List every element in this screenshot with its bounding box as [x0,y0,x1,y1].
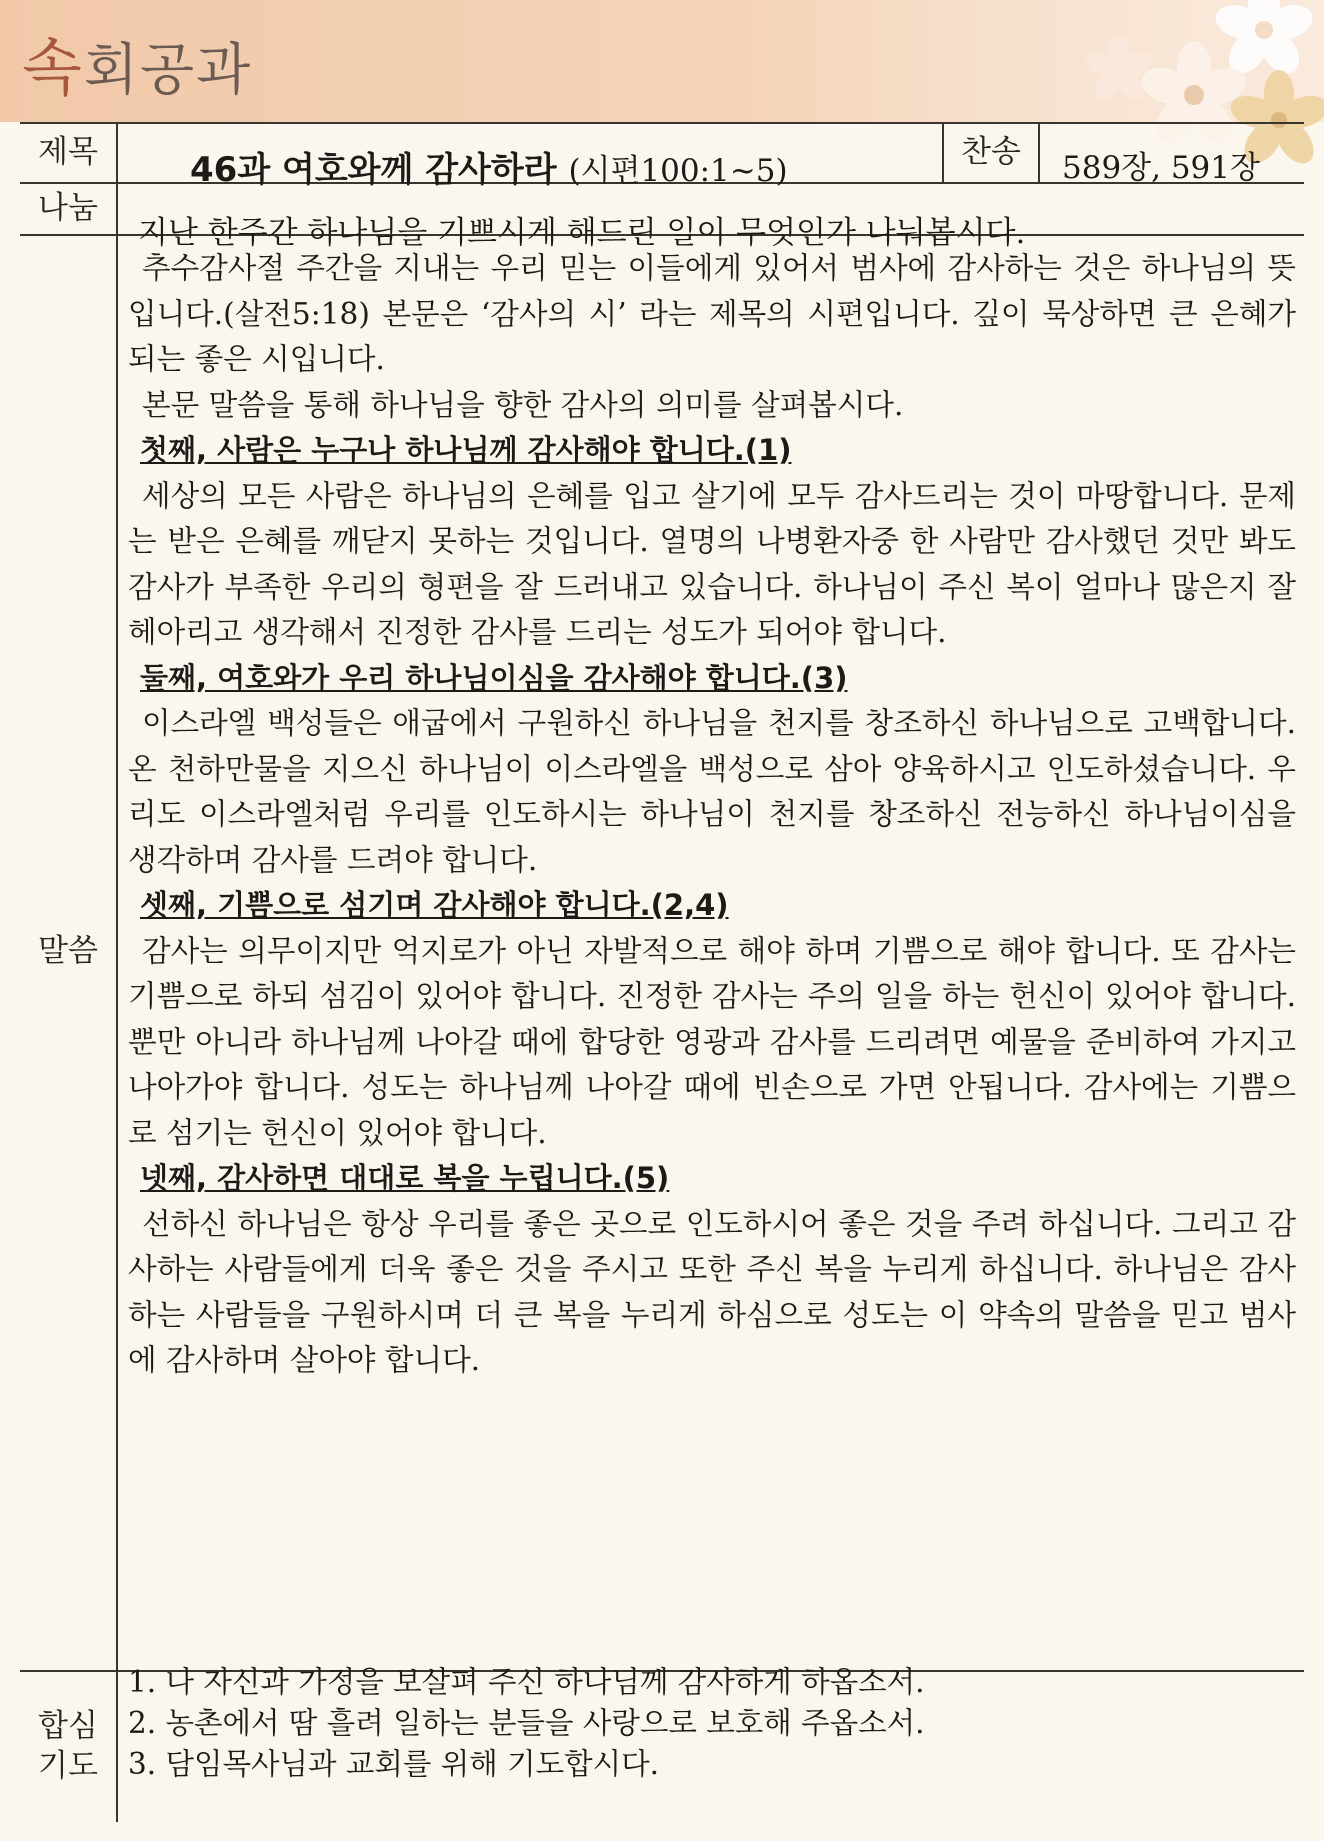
prayer-item: 1. 나 자신과 가정을 보살펴 주신 하나님께 감사하게 하옵소서. [128,1665,925,1699]
prayer-label-line: 기도 [38,1748,98,1784]
point-body: 감사는 의무이지만 억지로가 아닌 자발적으로 해야 하며 기쁨으로 해야 합니다. 또 감사는 기쁨으로 하되 섬김이 있어야 합니다. 진정한 감사는 주의 일을 하는 헌신이 있어야 합니다. 뿐만 아니라 하나님께 나아갈 때에 합당한 영광과 감사를 드리려면 예물을 준비하여 가지고 나아가야 합니다. 성도는 하나님께 나아갈 때에 빈손으로 가면 안됩니다. 감사에는 기쁨으로 섬기는 헌신이 있어야 합니다. [128,933,1296,1150]
point-heading: 셋째, 기쁨으로 섬기며 감사해야 합니다.(2,4) [140,888,729,922]
label-column-divider [116,122,118,1822]
point-heading: 첫째, 사람은 누구나 하나님께 감사해야 합니다.(1) [140,433,792,467]
prayer-item: 2. 농촌에서 땀 흘려 일하는 분들을 사랑으로 보호해 주옵소서. [128,1706,925,1740]
point-heading: 둘째, 여호와가 우리 하나님이심을 감사해야 합니다.(3) [140,660,848,695]
point-body: 세상의 모든 사람은 하나님의 은혜를 입고 살기에 모두 감사드리는 것이 마땅합니다. 문제는 받은 은혜를 깨닫지 못하는 것입니다. 열명의 나병환자중 한 사람만 감사했던 것만 봐도 감사가 부족한 우리의 형편을 잘 드러내고 있습니다. 하나님이 주신 복이 얼마나 많은지 잘 헤아리고 생각해서 진정한 감사를 드리는 성도가 되어야 합니다. [128,478,1296,649]
sermon-intro-paragraph: 추수감사절 주간을 지내는 우리 믿는 이들에게 있어서 범사에 감사하는 것은 하나님의 뜻입니다.(살전5:18) 본문은 ‘감사의 시’ 라는 제목의 시편입니다. 깊이 묵상하면 큰 은혜가 되는 좋은 시입니다. [128,251,1296,376]
sermon-body [128,246,1296,1384]
sharing-label: 나눔 [38,190,98,226]
sermon-intro-paragraph: 본문 말씀을 통해 하나님을 향한 감사의 의미를 살펴봅시다. [142,387,904,422]
page-title-rest: 회공과 [83,38,253,103]
scripture-reference: (시편100:1~5) [568,153,788,189]
point-body: 이스라엘 백성들은 애굽에서 구원하신 하나님을 천지를 창조하신 하나님으로 고백합니다. 온 천하만물을 지으신 하나님이 이스라엘을 백성으로 삼아 양육하시고 인도하셨습니다. 우리도 이스라엘처럼 우리를 인도하시는 하나님이 천지를 창조하신 전능하신 하나님이심을 생각하며 감사를 드려야 합니다. [128,706,1296,877]
prayer-item: 3. 담임목사님과 교회를 위해 기도합시다. [128,1747,659,1781]
hymn-numbers: 589장, 591장 [1062,150,1260,186]
prayer-label-line: 합심 [38,1708,98,1744]
page-title-first-char: 속 [22,31,84,104]
table-border-top [20,122,1304,124]
prayer-label [20,1706,116,1786]
sermon-label: 말씀 [38,933,98,969]
sharing-text: 지난 한주간 하나님을 기쁘시게 해드린 일이 무엇인가 나눠봅시다. [138,215,1026,251]
lesson-table [20,122,1304,1822]
lesson-title-text: 46과 여호와께 감사하라 [190,150,557,190]
hymn-label: 찬송 [961,134,1021,170]
point-heading: 넷째, 감사하면 대대로 복을 누립니다.(5) [140,1161,670,1195]
hymn-divider [1038,122,1040,182]
point-body: 선하신 하나님은 항상 우리를 좋은 곳으로 인도하시어 좋은 것을 주려 하십니다. 그리고 감사하는 사람들에게 더욱 좋은 것을 주시고 또한 주신 복을 누리게 하십니다. 하나님은 감사하는 사람들을 구원하시며 더 큰 복을 누리게 하심으로 성도는 이 약속의 말씀을 믿고 범사에 감사하며 살아야 합니다. [128,1206,1296,1377]
lesson-title [190,142,788,191]
title-label: 제목 [38,134,98,170]
prayer-list [128,1662,1296,1785]
page-title [22,18,252,107]
